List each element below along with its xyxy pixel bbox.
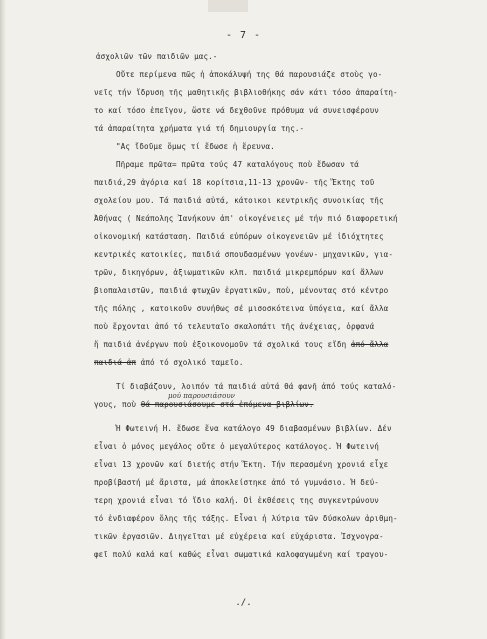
text-line-11: οἰκονομική κατάσταση. Παιδιά εὐπόρων οἰκογενειῶν μέ ἰδιόχτητες — [94, 232, 384, 241]
page-edge-shadow — [0, 0, 6, 639]
text-line-28: φεῖ πολύ καλά καί καθώς εἶναι σωματικά καλοφαγωμένη καί τραγου- — [94, 550, 389, 559]
handwritten-note: μού παρουσιάσουν — [168, 392, 235, 400]
strikethrough-17: ἀπό ἄλλα — [350, 340, 389, 349]
text-line-12: κεντρικές κατοικίες, παιδιά σπουδασμένων γονέων- μηχανικῶν, για- — [94, 250, 393, 259]
page-number: - 7 - — [225, 30, 262, 41]
text-line-7: Πῆραμε πρῶτα= πρῶτα τούς 47 καταλόγους ποὺ ἔδωσαν τά — [116, 160, 359, 169]
text-line-17-main: ἤ παιδιά ἀνέργων ποὺ ἐξοικονομοῦν τά σχολικά τους εἴδη — [94, 340, 347, 349]
text-line-13: τρῶν, δικηγόρων, ἀξιωματικῶν κλπ. παιδιά μικρεμπόρων καί ἄλλων — [94, 268, 384, 277]
text-line-27: τικῶν ἐργασιῶν. Διηγεῖται μέ εὐχέρεια καί εὐχάριστα. Ἰσχνογρα- — [94, 532, 384, 541]
text-line-10: Ἀθήνας ( Νεάπολης Ἰανήκουν ἀπ' οἰκογένειες μέ τήν πιό διαφορετική — [94, 214, 398, 223]
text-line-6: "Ας ἴδοῦμε ὅμως τί ἔδωσε ἡ ἔρευνα. — [116, 142, 275, 151]
strikethrough-18: παιδιά ἀπ — [94, 358, 137, 367]
continuation-mark: ./. — [235, 598, 252, 608]
text-line-26: τό ἐνδιαφέρον ὅλης τῆς τάξης. Εἶναι ἡ λύτρια τῶν δύσκολων ἀριθμη- — [94, 514, 398, 523]
text-line-24: προβίβαστή μέ ἄριστα, μά ἀποκλείστηκε ἀπό τό γυμνάσιο. Ἡ δεύ- — [94, 478, 379, 487]
text-line-19: Τί διαβάζουν, λοιπόν τά παιδιά αὐτά θά φανῆ ἀπό τούς καταλό- — [116, 382, 397, 391]
text-line-21: Ἡ Φωτεινή Η. ἔδωσε ἕνα κατάλογο 49 διαβασμένων βιβλίων. Δέν — [116, 424, 392, 433]
text-line-16: ποὺ ἔρχονται ἀπό τό τελευταῖο σκαλοπάτι τῆς ἀνέχειας, ὀρφανά — [94, 322, 375, 331]
text-line-15: τῆς πόλης , κατοικοῦν συνήθως σέ μισοσκότεινα ὑπόγεια, καί ἄλλα — [94, 304, 389, 313]
text-line-25: τερη χρονιά εἶναι τό ἴδιο καλή. Οἱ ἐκθέσεις της συγκεντρώνουν — [94, 496, 379, 505]
text-line-8: παιδιά,29 ἀγόρια καί 18 κορίτσια,11-13 χρονῶν- τῆς Ἕκτης τοῦ — [94, 178, 375, 187]
text-line-18-main: ἀπό τό σχολικό ταμεῖο. — [140, 358, 244, 367]
text-line-22: εἶναι ὁ μόνος μεγάλος οὔτε ὁ μεγαλύτερος κατάλογος. Ἡ Φωτεινή — [94, 442, 379, 451]
text-line-17 — [94, 340, 388, 350]
top-paper-mark — [208, 0, 248, 12]
text-line-23: εἶναι 13 χρονῶν καί διετής στήν Ἕκτη. Τήν περασμένη χρονιά εἶχε — [94, 460, 389, 469]
text-line-4: το καί τόσο ἐπεῖγον, ὥστε νά δεχθοῦνε πρόθυμα νά συνεισφέρουν — [94, 106, 379, 115]
text-line-14: βιοπαλαιστῶν, παιδιά φτωχῶν ἐργατικῶν, ποὺ, μένοντας στό κέντρο — [94, 286, 389, 295]
text-line-9: σχολείου μου. Τά παιδιά αὐτά, κάτοικοι κεντρικῆς συνοικίας τῆς — [94, 196, 384, 205]
text-line-18 — [94, 358, 244, 368]
text-line-20-main: γους, ποὺ — [94, 400, 137, 409]
text-line-1: ἀσχολιῶν τῶν παιδιῶν μας.- — [96, 52, 218, 61]
text-line-3: νεῖς τήν ἴδρυση τῆς μαθητικῆς βιβλιοθήκης σάν κάτι τόσο ἀπαραίτη- — [94, 88, 398, 97]
text-line-20 — [94, 400, 314, 410]
text-line-2: Οὔτε περίμενα πῶς ἡ ἀποκάλυψή της θά παρουσιάζε στοὺς γο- — [116, 70, 383, 79]
text-line-5: τά ἀπαραίτητα χρήματα γιά τή δημιουργία της.- — [94, 124, 305, 133]
strikethrough-20: θά παρουσιάσουμε στά ἑπόμενα βιβλίων. — [140, 400, 314, 409]
